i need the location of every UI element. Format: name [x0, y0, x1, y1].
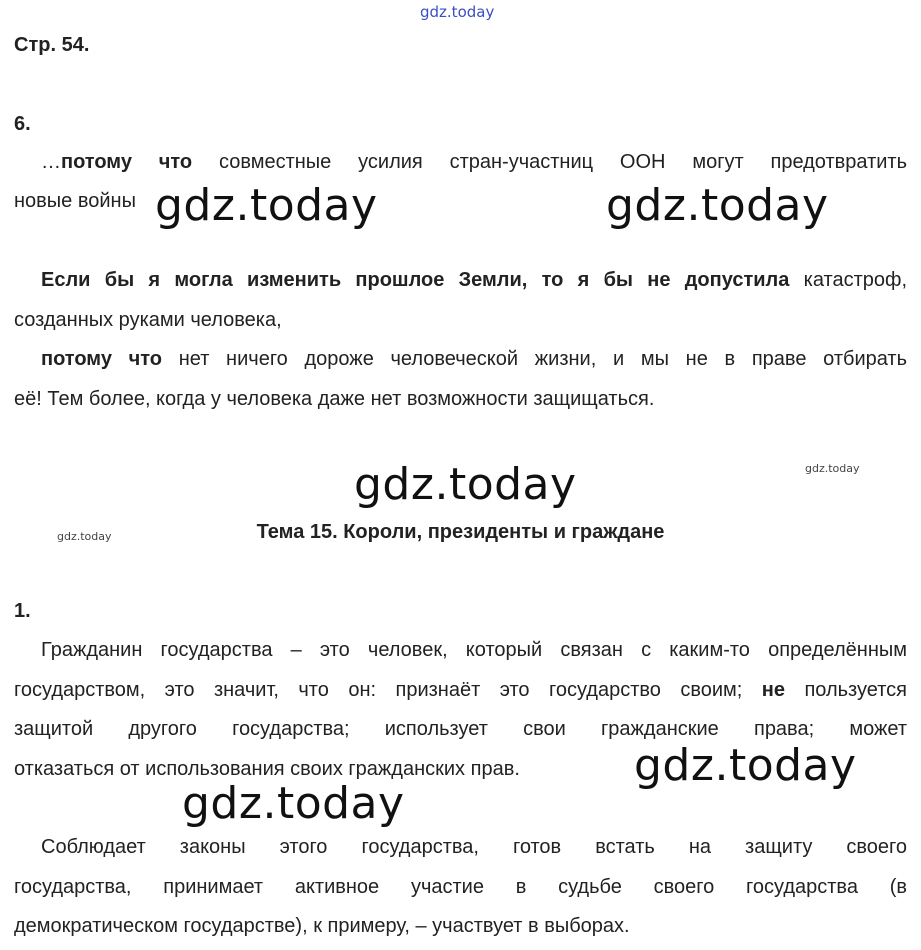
paragraph-line: отказаться от использования своих гражданских прав. — [14, 758, 520, 780]
paragraph-line: защитой другого государства; использует свои гражданские права; может — [14, 718, 907, 740]
watermark-large: gdz.today — [606, 180, 829, 231]
paragraph-line — [14, 678, 907, 702]
watermark-large: gdz.today — [182, 778, 405, 829]
bold-phrase: не — [761, 679, 785, 701]
text-fragment: государством, это значит, что он: признаёт это государство своим; — [14, 679, 762, 701]
paragraph-line: созданных руками человека, — [14, 309, 282, 331]
paragraph-line — [41, 150, 907, 174]
watermark-large: gdz.today — [155, 180, 378, 231]
bold-phrase: потому что — [61, 151, 193, 173]
page-reference: Стр. 54. — [14, 34, 90, 56]
section-number: 1. — [14, 600, 31, 622]
watermark-small: gdz.today — [805, 462, 860, 475]
paragraph-line: новые войны — [14, 190, 136, 212]
text-fragment: пользуется — [785, 679, 908, 701]
text-fragment: … — [41, 151, 61, 173]
paragraph-line: государства, принимает активное участие в судьбе своего государства (в — [14, 876, 907, 898]
section-number: 6. — [14, 113, 31, 135]
paragraph-line: её! Тем более, когда у человека даже нет возможности защищаться. — [14, 388, 655, 410]
paragraph-line: Гражданин государства – это человек, который связан с каким-то определённым — [41, 639, 907, 661]
watermark-small: gdz.today — [57, 530, 112, 543]
watermark-large: gdz.today — [354, 459, 577, 510]
text-fragment: катастроф, — [789, 269, 908, 291]
bold-phrase: Если бы я могла изменить прошлое Земли, то я бы не допустила — [41, 269, 790, 291]
paragraph-line — [41, 347, 907, 371]
bold-phrase: потому что — [41, 348, 162, 370]
watermark-large: gdz.today — [634, 740, 857, 791]
paragraph-line — [41, 268, 907, 292]
text-fragment: нет ничего дороже человеческой жизни, и мы не в праве отбирать — [162, 348, 907, 370]
paragraph-line: демократическом государстве), к примеру, – участвует в выборах. — [14, 915, 630, 937]
paragraph-line: Соблюдает законы этого государства, готов встать на защиту своего — [41, 836, 907, 858]
text-fragment: совместные усилия стран-участниц ООН могут предотвратить — [192, 151, 907, 173]
watermark-top: gdz.today — [420, 3, 495, 21]
topic-title: Тема 15. Короли, президенты и граждане — [256, 521, 665, 543]
